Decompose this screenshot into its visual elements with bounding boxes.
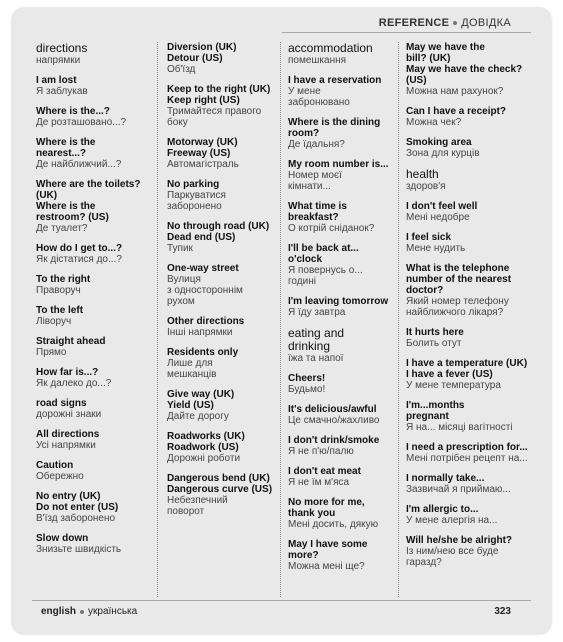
phrase-english: Motorway (UK) Freeway (US) <box>167 137 238 159</box>
phrase-ukrainian: У мене алергія на... <box>406 515 498 526</box>
footer-language-en: english <box>41 606 77 617</box>
footer-rule <box>32 600 531 601</box>
phrase-entry <box>167 179 279 212</box>
page-number: 323 <box>494 606 511 617</box>
column-3 <box>288 42 396 602</box>
phrase-ukrainian: напрямки <box>36 55 81 66</box>
phrase-ukrainian: Мене нудить <box>406 243 466 254</box>
phrase-entry <box>406 201 534 223</box>
phrase-english: I'll be back at... o'clock <box>288 243 359 265</box>
phrase-english: May we have the bill? (UK) May we have the check? (US) <box>406 42 523 86</box>
phrase-english: Roadworks (UK) Roadwork (US) <box>167 431 245 453</box>
phrase-entry <box>406 263 534 318</box>
phrase-english: To the left <box>36 305 84 316</box>
phrase-entry <box>167 137 279 170</box>
phrase-english: What time is breakfast? <box>288 201 347 223</box>
section-heading <box>36 42 148 66</box>
phrase-ukrainian: Болить отут <box>406 338 462 349</box>
phrase-entry <box>36 106 148 128</box>
phrase-english: To the right <box>36 274 91 285</box>
phrase-entry <box>167 473 279 517</box>
header-rule <box>282 32 531 33</box>
phrase-entry <box>288 243 396 287</box>
phrase-entry <box>36 398 148 420</box>
column-divider <box>157 42 158 597</box>
phrase-entry <box>36 137 148 170</box>
phrase-ukrainian: Я не п'ю/палю <box>288 446 354 457</box>
phrase-ukrainian: Знизьте швидкість <box>36 544 122 555</box>
phrase-ukrainian: дорожні знаки <box>36 409 102 420</box>
phrase-english: Give way (UK) Yield (US) <box>167 389 235 411</box>
phrase-ukrainian: Номер моєї кімнати... <box>288 170 342 192</box>
column-2 <box>167 42 279 602</box>
phrase-entry <box>36 274 148 296</box>
phrase-entry <box>167 84 279 128</box>
column-1 <box>36 42 148 602</box>
phrase-english: Can I have a receipt? <box>406 106 507 117</box>
phrase-ukrainian: О котрій сніданок? <box>288 223 375 234</box>
phrase-entry <box>36 491 148 524</box>
phrase-english: How far is...? <box>36 367 99 378</box>
phrase-entry <box>406 358 534 391</box>
phrase-entry <box>406 232 534 254</box>
phrase-ukrainian: Зона для курців <box>406 148 480 159</box>
phrase-english: How do I get to...? <box>36 243 123 254</box>
phrase-ukrainian: Прямо <box>36 347 67 358</box>
phrase-ukrainian: У мене забронювано <box>288 86 350 108</box>
phrase-ukrainian: Із ним/нею все буде гаразд? <box>406 546 499 568</box>
phrase-english: I don't eat meat <box>288 466 361 477</box>
phrase-ukrainian: Ліворуч <box>36 316 72 327</box>
phrase-ukrainian: Я заблукав <box>36 86 88 97</box>
phrase-english: I'm...months pregnant <box>406 400 465 422</box>
phrase-english: My room number is... <box>288 159 389 170</box>
phrase-ukrainian: Обережно <box>36 471 84 482</box>
column-4 <box>406 42 534 602</box>
phrase-ukrainian: Лише для мешканців <box>167 358 217 380</box>
phrase-ukrainian: Я їду завтра <box>288 307 346 318</box>
phrase-english: What is the telephone number of the nearest doctor? <box>406 263 512 296</box>
phrase-english: I feel sick <box>406 232 452 243</box>
phrase-entry <box>288 466 396 488</box>
phrase-ukrainian: Тупик <box>167 243 193 254</box>
phrase-ukrainian: Де туалет? <box>36 223 88 234</box>
bullet-dot-icon <box>80 610 84 614</box>
phrase-ukrainian: Дорожні роботи <box>167 453 241 464</box>
phrase-ukrainian: їжа та напої <box>288 353 344 364</box>
phrase-entry <box>406 442 534 464</box>
phrase-entry <box>406 504 534 526</box>
header-right: ДОВІДКА <box>461 17 511 29</box>
phrase-english: Will he/she be alright? <box>406 535 513 546</box>
phrase-english: Keep to the right (UK) Keep right (US) <box>167 84 271 106</box>
phrasebook-page <box>12 8 551 634</box>
phrase-entry <box>406 137 534 159</box>
phrase-english: I am lost <box>36 75 77 86</box>
phrase-entry <box>288 296 396 318</box>
phrase-entry <box>288 117 396 150</box>
phrase-ukrainian: Я на... місяці вагітності <box>406 422 513 433</box>
phrase-english: I need a prescription for... <box>406 442 528 453</box>
phrase-entry <box>288 497 396 530</box>
phrase-ukrainian: Можна нам рахунок? <box>406 86 504 97</box>
phrase-english: Slow down <box>36 533 89 544</box>
phrase-ukrainian: Можна мені ще? <box>288 561 365 572</box>
phrase-english: Straight ahead <box>36 336 106 347</box>
phrase-english: No parking <box>167 179 220 190</box>
phrase-ukrainian: Будьмо! <box>288 384 326 395</box>
phrase-ukrainian: Я не їм м'яса <box>288 477 350 488</box>
phrase-entry <box>406 535 534 568</box>
phrase-ukrainian: Як далеко до...? <box>36 378 112 389</box>
phrase-english: I normally take... <box>406 473 485 484</box>
phrase-entry <box>36 429 148 451</box>
phrase-ukrainian: Мені потрібен рецепт на... <box>406 453 528 464</box>
bullet-dot-icon <box>453 21 457 25</box>
phrase-english: road signs <box>36 398 87 409</box>
phrase-entry <box>288 75 396 108</box>
page-footer <box>41 606 137 617</box>
phrase-ukrainian: Який номер телефону найближчого лікаря? <box>406 296 509 318</box>
phrase-ukrainian: Де їдальня? <box>288 139 345 150</box>
phrase-english: No more for me, thank you <box>288 497 365 519</box>
phrase-entry <box>406 327 534 349</box>
phrase-english: Residents only <box>167 347 239 358</box>
phrase-english: Other directions <box>167 316 245 327</box>
phrase-english: No entry (UK) Do not enter (US) <box>36 491 119 513</box>
phrase-entry <box>288 373 396 395</box>
phrase-english: I have a temperature (UK) I have a fever (US) <box>406 358 528 380</box>
column-divider <box>398 42 399 597</box>
phrase-ukrainian: Де найближчий...? <box>36 159 122 170</box>
phrase-entry <box>36 336 148 358</box>
phrase-entry <box>36 75 148 97</box>
phrase-entry <box>406 42 534 97</box>
section-heading <box>288 42 396 66</box>
phrase-ukrainian: Я повернусь о... годині <box>288 265 363 287</box>
phrase-entry <box>167 316 279 338</box>
phrase-ukrainian: здоров'я <box>406 181 446 192</box>
phrase-entry <box>36 305 148 327</box>
phrase-english: I have a reservation <box>288 75 382 86</box>
phrase-ukrainian: Тримайтеся правого боку <box>167 106 262 128</box>
phrase-ukrainian: В'їзд заборонено <box>36 513 116 524</box>
footer-language-ua: українська <box>88 606 138 617</box>
phrase-ukrainian: Праворуч <box>36 285 81 296</box>
phrase-ukrainian: Дайте дорогу <box>167 411 229 422</box>
phrase-entry <box>36 533 148 555</box>
phrase-entry <box>167 263 279 307</box>
phrase-english: eating and drinking <box>288 326 345 353</box>
phrase-entry <box>406 473 534 495</box>
phrase-english: Smoking area <box>406 137 472 148</box>
phrase-ukrainian: Автомагістраль <box>167 159 239 170</box>
header-left: REFERENCE <box>378 17 450 29</box>
phrase-english: I don't feel well <box>406 201 478 212</box>
phrase-entry <box>167 431 279 464</box>
phrase-entry <box>288 404 396 426</box>
phrase-english: I don't drink/smoke <box>288 435 380 446</box>
phrase-english: Where are the toilets? (UK) Where is the restroom? (US) <box>36 179 141 223</box>
phrase-ukrainian: Як дістатися до...? <box>36 254 122 265</box>
phrase-ukrainian: Мені досить, дякую <box>288 519 379 530</box>
phrase-english: Where is the nearest...? <box>36 137 96 159</box>
phrase-entry <box>36 179 148 234</box>
phrase-english: Diversion (UK) Detour (US) <box>167 42 237 64</box>
section-heading <box>406 168 534 192</box>
phrase-entry <box>36 460 148 482</box>
phrase-english: Cheers! <box>288 373 326 384</box>
phrase-ukrainian: Небезпечний поворот <box>167 495 228 517</box>
phrase-entry <box>288 201 396 234</box>
phrase-ukrainian: Зазвичай я приймаю... <box>406 484 511 495</box>
page-header <box>379 17 511 29</box>
phrase-english: I'm leaving tomorrow <box>288 296 389 307</box>
phrase-ukrainian: Це смачно/жахливо <box>288 415 380 426</box>
phrase-english: Dangerous bend (UK) Dangerous curve (US) <box>167 473 273 495</box>
phrase-english: It's delicious/awful <box>288 404 377 415</box>
phrase-english: It hurts here <box>406 327 464 338</box>
phrase-ukrainian: Вулиця з одностороннім рухом <box>167 274 243 307</box>
phrase-entry <box>406 400 534 433</box>
phrase-ukrainian: Інші напрямки <box>167 327 233 338</box>
phrase-ukrainian: Можна чек? <box>406 117 462 128</box>
phrase-ukrainian: помешкання <box>288 55 347 66</box>
phrase-english: directions <box>36 41 88 55</box>
phrase-ukrainian: Усі напрямки <box>36 440 96 451</box>
phrase-english: I'm allergic to... <box>406 504 479 515</box>
phrase-ukrainian: Мені недобре <box>406 212 470 223</box>
phrase-english: Where is the...? <box>36 106 110 117</box>
phrase-entry <box>167 347 279 380</box>
phrase-columns <box>36 42 532 602</box>
phrase-entry <box>288 435 396 457</box>
phrase-english: One-way street <box>167 263 239 274</box>
phrase-english: All directions <box>36 429 100 440</box>
phrase-english: No through road (UK) Dead end (US) <box>167 221 270 243</box>
phrase-ukrainian: Паркуватися заборонено <box>167 190 226 212</box>
phrase-english: health <box>406 167 439 181</box>
phrase-english: accommodation <box>288 41 373 55</box>
phrase-ukrainian: Де розташовано...? <box>36 117 127 128</box>
phrase-entry <box>36 367 148 389</box>
phrase-entry <box>167 389 279 422</box>
phrase-entry <box>288 539 396 572</box>
phrase-ukrainian: У мене температура <box>406 380 501 391</box>
column-divider <box>280 42 281 597</box>
phrase-entry <box>36 243 148 265</box>
section-heading <box>288 327 396 364</box>
phrase-english: Caution <box>36 460 74 471</box>
phrase-english: Where is the dining room? <box>288 117 381 139</box>
phrase-ukrainian: Об'їзд <box>167 64 196 75</box>
phrase-entry <box>406 106 534 128</box>
phrase-english: May I have some more? <box>288 539 368 561</box>
phrase-entry <box>167 221 279 254</box>
phrase-entry <box>288 159 396 192</box>
phrase-entry <box>167 42 279 75</box>
